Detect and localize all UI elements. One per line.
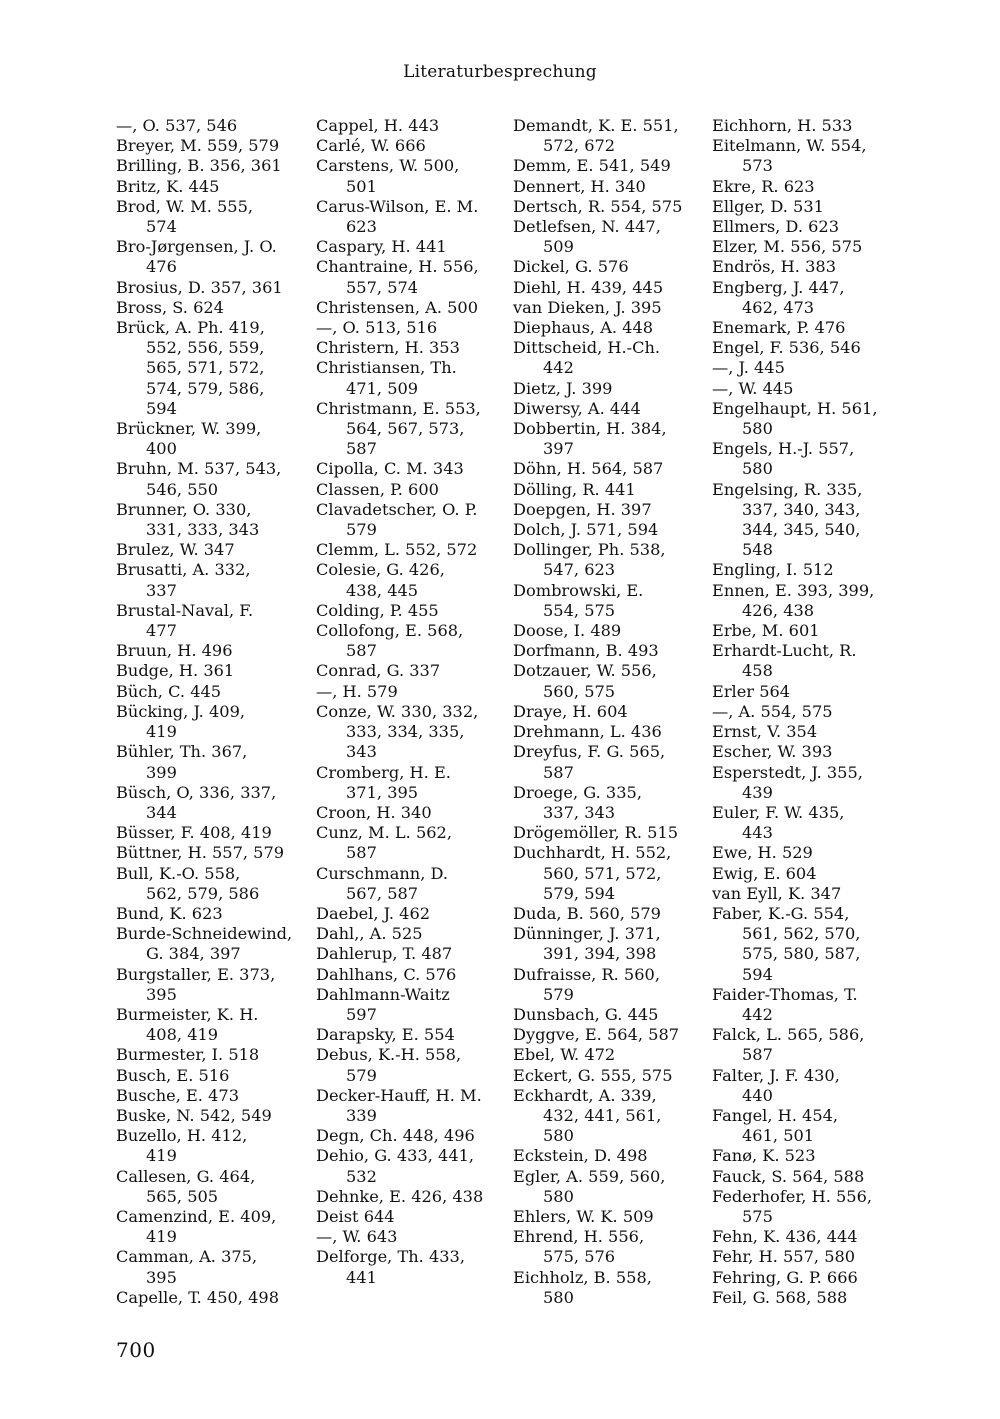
index-entry-continuation: 331, 333, 343 — [146, 520, 260, 540]
index-entry-continuation: 438, 445 — [346, 580, 419, 600]
index-entry: Faider-Thomas, T. — [712, 984, 858, 1004]
index-entry: Dobbertin, H. 384, — [513, 419, 667, 439]
index-entry: Engling, I. 512 — [712, 560, 834, 580]
index-entry-continuation: 587 — [346, 439, 377, 459]
index-entry: Carlé, W. 666 — [316, 136, 426, 156]
index-entry-continuation: 587 — [742, 1045, 773, 1065]
index-entry: Britz, K. 445 — [116, 176, 220, 196]
index-entry: Fangel, H. 454, — [712, 1105, 839, 1125]
index-entry: Ebel, W. 472 — [513, 1045, 616, 1065]
index-entry: Dunsbach, G. 445 — [513, 1004, 659, 1024]
index-entry: Drögemöller, R. 515 — [513, 823, 679, 843]
index-entry-continuation: 442 — [742, 1004, 773, 1024]
index-entry-continuation: 439 — [742, 782, 773, 802]
index-entry: Feil, G. 568, 588 — [712, 1287, 848, 1307]
index-entry-continuation: 579 — [346, 520, 377, 540]
index-entry: Christmann, E. 553, — [316, 398, 481, 418]
index-entry: Daebel, J. 462 — [316, 903, 431, 923]
page-number: 700 — [116, 1338, 156, 1362]
index-entry: Faber, K.-G. 554, — [712, 903, 850, 923]
index-entry-continuation: 575, 576 — [543, 1247, 616, 1267]
index-entry: Federhofer, H. 556, — [712, 1186, 873, 1206]
index-entry: —, H. 579 — [316, 681, 398, 701]
index-entry: —, W. 445 — [712, 378, 794, 398]
index-entry: Eckhardt, A. 339, — [513, 1085, 657, 1105]
index-entry-continuation: 408, 419 — [146, 1025, 219, 1045]
index-entry-continuation: 397 — [543, 439, 574, 459]
index-entry: Clemm, L. 552, 572 — [316, 540, 478, 560]
index-entry: Delforge, Th. 433, — [316, 1247, 465, 1267]
index-entry: Croon, H. 340 — [316, 802, 432, 822]
index-entry: Dennert, H. 340 — [513, 176, 646, 196]
index-entry-continuation: 458 — [742, 661, 773, 681]
index-entry: Brod, W. M. 555, — [116, 196, 254, 216]
index-entry: Dolch, J. 571, 594 — [513, 520, 659, 540]
index-entry-continuation: 587 — [346, 843, 377, 863]
index-entry-continuation: 597 — [346, 1004, 377, 1024]
index-entry-continuation: 337, 343 — [543, 802, 616, 822]
index-entry: Brückner, W. 399, — [116, 419, 262, 439]
index-entry: Burgstaller, E. 373, — [116, 964, 276, 984]
index-entry-continuation: 575, 580, 587, — [742, 944, 861, 964]
index-entry: Brosius, D. 357, 361 — [116, 277, 283, 297]
index-entry: Döhn, H. 564, 587 — [513, 459, 664, 479]
index-entry: Bro-Jørgensen, J. O. — [116, 237, 277, 257]
index-entry: Burmeister, K. H. — [116, 1004, 259, 1024]
index-entry: Darapsky, E. 554 — [316, 1025, 455, 1045]
index-entry: Falck, L. 565, 586, — [712, 1025, 865, 1045]
index-entry-continuation: 579 — [346, 1065, 377, 1085]
index-entry-continuation: 579, 594 — [543, 883, 616, 903]
index-entry: Burde-Schneidewind, — [116, 924, 293, 944]
index-entry: Buzello, H. 412, — [116, 1126, 248, 1146]
index-entry: Diehl, H. 439, 445 — [513, 277, 664, 297]
index-entry-continuation: 344, 345, 540, — [742, 520, 861, 540]
index-entry: Eichholz, B. 558, — [513, 1267, 652, 1287]
index-entry: Brustal-Naval, F. — [116, 600, 254, 620]
index-entry: Degn, Ch. 448, 496 — [316, 1126, 475, 1146]
index-entry: Ewig, E. 604 — [712, 863, 817, 883]
index-entry: Engels, H.-J. 557, — [712, 439, 855, 459]
index-entry: Dahlerup, T. 487 — [316, 944, 453, 964]
index-entry-continuation: 565, 505 — [146, 1186, 219, 1206]
index-entry: —, O. 513, 516 — [316, 318, 438, 338]
index-entry: Esperstedt, J. 355, — [712, 762, 863, 782]
index-entry-continuation: 343 — [346, 742, 377, 762]
index-entry-continuation: G. 384, 397 — [146, 944, 241, 964]
index-entry: Dietz, J. 399 — [513, 378, 613, 398]
index-entry: Curschmann, D. — [316, 863, 449, 883]
index-entry: Bull, K.-O. 558, — [116, 863, 241, 883]
index-entry: Cappel, H. 443 — [316, 116, 440, 135]
index-entry: Colding, P. 455 — [316, 600, 439, 620]
index-entry-continuation: 371, 395 — [346, 782, 419, 802]
index-entry: Escher, W. 393 — [712, 742, 833, 762]
index-entry: Camenzind, E. 409, — [116, 1206, 277, 1226]
index-entry-continuation: 594 — [146, 398, 177, 418]
index-entry: Ernst, V. 354 — [712, 722, 818, 742]
index-entry: Dotzauer, W. 556, — [513, 661, 657, 681]
index-entry-continuation: 532 — [346, 1166, 377, 1186]
index-entry-continuation: 442 — [543, 358, 574, 378]
index-entry: Ennen, E. 393, 399, — [712, 580, 875, 600]
index-entry: Engelsing, R. 335, — [712, 479, 863, 499]
index-entry: Christern, H. 353 — [316, 338, 460, 358]
index-entry: Decker-Hauff, H. M. — [316, 1085, 482, 1105]
index-entry: van Eyll, K. 347 — [712, 883, 842, 903]
index-entry: Ehlers, W. K. 509 — [513, 1206, 654, 1226]
index-entry: Brück, A. Ph. 419, — [116, 318, 265, 338]
index-entry-continuation: 391, 394, 398 — [543, 944, 657, 964]
index-entry-continuation: 587 — [543, 762, 574, 782]
index-column-2 — [316, 116, 496, 1288]
index-entry-continuation: 579 — [543, 984, 574, 1004]
index-entry: Enemark, P. 476 — [712, 318, 846, 338]
index-entry: Bühler, Th. 367, — [116, 742, 248, 762]
index-entry: Fehr, H. 557, 580 — [712, 1247, 856, 1267]
index-entry-continuation: 587 — [346, 641, 377, 661]
index-entry: Egler, A. 559, 560, — [513, 1166, 666, 1186]
index-entry-continuation: 580 — [543, 1126, 574, 1146]
index-entry: Colesie, G. 426, — [316, 560, 445, 580]
index-entry-continuation: 572, 672 — [543, 136, 616, 156]
index-entry: Fehring, G. P. 666 — [712, 1267, 858, 1287]
index-entry: Dehio, G. 433, 441, — [316, 1146, 475, 1166]
index-entry-continuation: 560, 571, 572, — [543, 863, 662, 883]
index-entry: Budge, H. 361 — [116, 661, 235, 681]
index-entry: Brulez, W. 347 — [116, 540, 235, 560]
index-entry-continuation: 477 — [146, 621, 177, 641]
index-entry-continuation: 395 — [146, 984, 177, 1004]
index-entry-continuation: 395 — [146, 1267, 177, 1287]
index-entry-continuation: 333, 334, 335, — [346, 722, 465, 742]
index-entry-continuation: 567, 587 — [346, 883, 419, 903]
index-entry-continuation: 399 — [146, 762, 177, 782]
index-entry: Dertsch, R. 554, 575 — [513, 196, 683, 216]
index-entry-continuation: 580 — [742, 419, 773, 439]
index-entry: Bruhn, M. 537, 543, — [116, 459, 282, 479]
index-entry-continuation: 575 — [742, 1206, 773, 1226]
index-entry: Diephaus, A. 448 — [513, 318, 654, 338]
index-entry: Endrös, H. 383 — [712, 257, 836, 277]
index-entry: Ewe, H. 529 — [712, 843, 813, 863]
index-entry: Conrad, G. 337 — [316, 661, 441, 681]
index-entry-continuation: 337 — [146, 580, 177, 600]
index-entry-continuation: 441 — [346, 1267, 377, 1287]
index-entry: Fehn, K. 436, 444 — [712, 1227, 858, 1247]
index-entry: Engel, F. 536, 546 — [712, 338, 861, 358]
index-entry-continuation: 471, 509 — [346, 378, 419, 398]
index-entry: Ellger, D. 531 — [712, 196, 824, 216]
index-entry: Dollinger, Ph. 538, — [513, 540, 666, 560]
index-entry-continuation: 344 — [146, 802, 177, 822]
index-entry: Christiansen, Th. — [316, 358, 457, 378]
index-entry: Breyer, M. 559, 579 — [116, 136, 280, 156]
index-entry: Dorfmann, B. 493 — [513, 641, 659, 661]
index-entry: Engelhaupt, H. 561, — [712, 398, 878, 418]
index-entry: Dickel, G. 576 — [513, 257, 629, 277]
index-entry: Bund, K. 623 — [116, 903, 223, 923]
index-entry-continuation: 548 — [742, 540, 773, 560]
index-entry-continuation: 461, 501 — [742, 1126, 815, 1146]
index-entry: Brilling, B. 356, 361 — [116, 156, 282, 176]
index-entry-continuation: 561, 562, 570, — [742, 924, 861, 944]
index-entry-continuation: 573 — [742, 156, 773, 176]
index-entry: Christensen, A. 500 — [316, 297, 479, 317]
index-entry: Debus, K.-H. 558, — [316, 1045, 462, 1065]
index-entry-continuation: 337, 340, 343, — [742, 499, 861, 519]
index-entry: Burmester, I. 518 — [116, 1045, 260, 1065]
index-entry: Fauck, S. 564, 588 — [712, 1166, 865, 1186]
index-column-4 — [712, 116, 892, 1308]
index-entry: Busche, E. 473 — [116, 1085, 239, 1105]
index-entry: Dölling, R. 441 — [513, 479, 636, 499]
index-entry: Dufraisse, R. 560, — [513, 964, 660, 984]
index-entry-continuation: 432, 441, 561, — [543, 1105, 662, 1125]
index-entry: —, W. 643 — [316, 1227, 398, 1247]
index-entry: Dehnke, E. 426, 438 — [316, 1186, 484, 1206]
index-entry: Clavadetscher, O. P. — [316, 499, 478, 519]
index-entry: Ehrend, H. 556, — [513, 1227, 645, 1247]
index-entry: Dahlhans, C. 576 — [316, 964, 457, 984]
index-entry: Drehmann, L. 436 — [513, 722, 662, 742]
index-entry-continuation: 419 — [146, 1146, 177, 1166]
index-entry-continuation: 580 — [543, 1186, 574, 1206]
index-entry: Camman, A. 375, — [116, 1247, 258, 1267]
index-entry: Fanø, K. 523 — [712, 1146, 816, 1166]
index-entry: Eitelmann, W. 554, — [712, 136, 867, 156]
index-entry: Dahlmann-Waitz — [316, 984, 450, 1004]
index-entry: Euler, F. W. 435, — [712, 802, 845, 822]
index-entry: Bücking, J. 409, — [116, 701, 246, 721]
index-entry: Demm, E. 541, 549 — [513, 156, 671, 176]
index-entry-continuation: 400 — [146, 439, 177, 459]
index-entry: Falter, J. F. 430, — [712, 1065, 840, 1085]
index-entry: Bross, S. 624 — [116, 297, 224, 317]
index-entry-continuation: 623 — [346, 217, 377, 237]
index-entry-continuation: 565, 571, 572, — [146, 358, 265, 378]
index-entry-continuation: 419 — [146, 722, 177, 742]
index-entry: Dreyfus, F. G. 565, — [513, 742, 666, 762]
index-column-3 — [513, 116, 693, 1308]
index-entry: Dahl,, A. 525 — [316, 924, 423, 944]
index-entry: Duda, B. 560, 579 — [513, 903, 661, 923]
index-entry-continuation: 574, 579, 586, — [146, 378, 265, 398]
index-entry: Doepgen, H. 397 — [513, 499, 652, 519]
index-entry: Dyggve, E. 564, 587 — [513, 1025, 680, 1045]
index-entry: Brusatti, A. 332, — [116, 560, 251, 580]
index-entry-continuation: 564, 567, 573, — [346, 419, 465, 439]
index-entry: Cipolla, C. M. 343 — [316, 459, 464, 479]
index-entry: Büttner, H. 557, 579 — [116, 843, 285, 863]
index-entry-continuation: 476 — [146, 257, 177, 277]
index-entry-continuation: 547, 623 — [543, 560, 616, 580]
index-entry-continuation: 562, 579, 586 — [146, 883, 260, 903]
index-entry-continuation: 462, 473 — [742, 297, 815, 317]
index-entry: Erler 564 — [712, 681, 791, 701]
index-entry: Büch, C. 445 — [116, 681, 222, 701]
page-header: Literaturbesprechung — [403, 62, 597, 82]
index-entry-continuation: 554, 575 — [543, 600, 616, 620]
index-entry: Diwersy, A. 444 — [513, 398, 641, 418]
index-entry: Eichhorn, H. 533 — [712, 116, 853, 135]
index-entry-continuation: 440 — [742, 1085, 773, 1105]
index-entry: Deist 644 — [316, 1206, 395, 1226]
index-entry: Elzer, M. 556, 575 — [712, 237, 863, 257]
index-entry: Doose, I. 489 — [513, 621, 622, 641]
index-entry: —, J. 445 — [712, 358, 785, 378]
index-entry: Büsser, F. 408, 419 — [116, 823, 272, 843]
index-entry-continuation: 580 — [742, 459, 773, 479]
index-entry: Conze, W. 330, 332, — [316, 701, 479, 721]
index-entry: Büsch, O, 336, 337, — [116, 782, 277, 802]
index-entry: Dombrowski, E. — [513, 580, 644, 600]
index-entry: Callesen, G. 464, — [116, 1166, 256, 1186]
index-entry: Collofong, E. 568, — [316, 621, 464, 641]
index-entry: Erbe, M. 601 — [712, 621, 820, 641]
index-entry: Dittscheid, H.-Ch. — [513, 338, 661, 358]
index-entry-continuation: 339 — [346, 1105, 377, 1125]
index-column-1 — [116, 116, 296, 1308]
index-entry: Demandt, K. E. 551, — [513, 116, 679, 135]
index-entry: Draye, H. 604 — [513, 701, 628, 721]
index-entry: Ellmers, D. 623 — [712, 217, 840, 237]
index-entry-continuation: 580 — [543, 1287, 574, 1307]
index-entry: Eckert, G. 555, 575 — [513, 1065, 673, 1085]
index-entry: Bruun, H. 496 — [116, 641, 233, 661]
index-entry: Chantraine, H. 556, — [316, 257, 479, 277]
index-entry: Ekre, R. 623 — [712, 176, 815, 196]
index-entry-continuation: 557, 574 — [346, 277, 419, 297]
index-entry: Cunz, M. L. 562, — [316, 823, 453, 843]
index-entry: Erhardt-Lucht, R. — [712, 641, 857, 661]
index-entry-continuation: 419 — [146, 1227, 177, 1247]
index-entry: Caspary, H. 441 — [316, 237, 447, 257]
index-entry: Duchhardt, H. 552, — [513, 843, 672, 863]
index-entry: —, A. 554, 575 — [712, 701, 833, 721]
index-entry-continuation: 552, 556, 559, — [146, 338, 265, 358]
index-entry-continuation: 594 — [742, 964, 773, 984]
index-entry-continuation: 509 — [543, 237, 574, 257]
index-entry-continuation: 426, 438 — [742, 600, 815, 620]
index-entry: —, O. 537, 546 — [116, 116, 238, 135]
index-entry: Buske, N. 542, 549 — [116, 1105, 272, 1125]
index-entry: Brunner, O. 330, — [116, 499, 252, 519]
index-entry-continuation: 560, 575 — [543, 681, 616, 701]
index-entry: Classen, P. 600 — [316, 479, 439, 499]
index-entry: Eckstein, D. 498 — [513, 1146, 648, 1166]
index-entry-continuation: 546, 550 — [146, 479, 219, 499]
index-entry: Carstens, W. 500, — [316, 156, 460, 176]
index-entry: Droege, G. 335, — [513, 782, 642, 802]
index-entry: Detlefsen, N. 447, — [513, 217, 661, 237]
index-entry-continuation: 501 — [346, 176, 377, 196]
index-entry: Carus-Wilson, E. M. — [316, 196, 479, 216]
index-entry: Dünninger, J. 371, — [513, 924, 661, 944]
index-entry-continuation: 574 — [146, 217, 177, 237]
index-entry-continuation: 443 — [742, 823, 773, 843]
index-entry: Cromberg, H. E. — [316, 762, 451, 782]
index-entry: Busch, E. 516 — [116, 1065, 230, 1085]
index-entry: van Dieken, J. 395 — [513, 297, 662, 317]
index-entry: Engberg, J. 447, — [712, 277, 845, 297]
index-entry: Capelle, T. 450, 498 — [116, 1287, 279, 1307]
